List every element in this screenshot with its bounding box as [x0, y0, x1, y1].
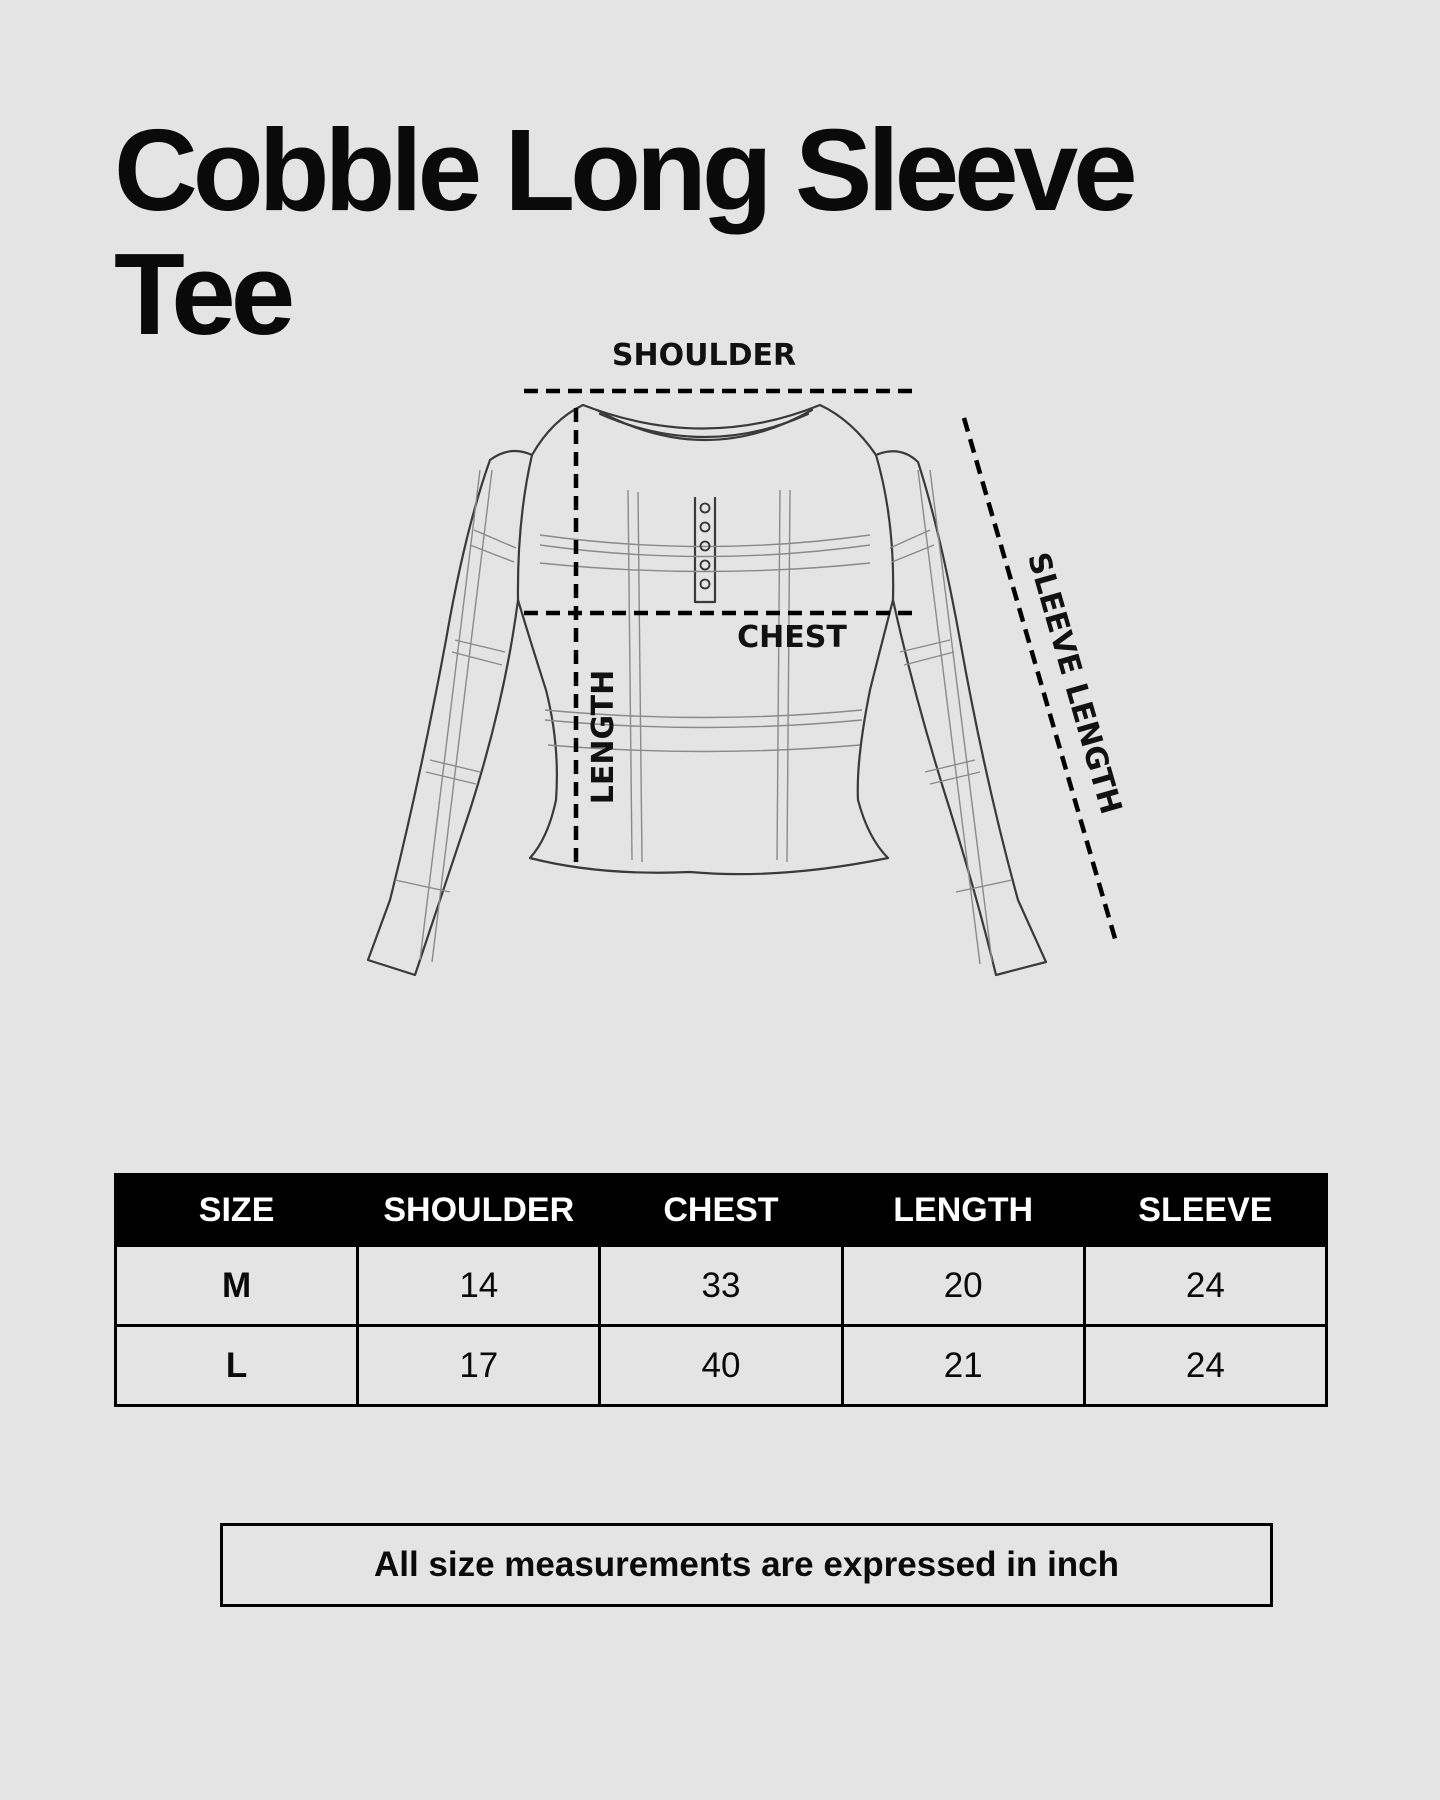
sleeve-length-label: SLEEVE LENGTH: [1020, 548, 1129, 819]
size-cell: M: [116, 1246, 358, 1326]
table-header-row: [116, 1175, 1327, 1246]
header-chest: CHEST: [600, 1175, 842, 1246]
header-length: LENGTH: [842, 1175, 1084, 1246]
garment-diagram: [0, 320, 1440, 1020]
shoulder-cell: 14: [358, 1246, 600, 1326]
sleeve-cell: 24: [1084, 1246, 1326, 1326]
size-cell: L: [116, 1326, 358, 1406]
header-shoulder: SHOULDER: [358, 1175, 600, 1246]
length-cell: 21: [842, 1326, 1084, 1406]
table-row: [116, 1326, 1327, 1406]
shoulder-label: SHOULDER: [611, 338, 797, 373]
length-label: LENGTH: [586, 669, 621, 805]
header-size: SIZE: [116, 1175, 358, 1246]
size-chart-table: [114, 1173, 1328, 1407]
sleeve-measure-line: [964, 418, 1116, 942]
sleeve-cell: 24: [1084, 1326, 1326, 1406]
chest-label: CHEST: [737, 620, 847, 655]
chest-cell: 33: [600, 1246, 842, 1326]
length-cell: 20: [842, 1246, 1084, 1326]
table-row: [116, 1246, 1327, 1326]
measurement-note: All size measurements are expressed in inch: [220, 1523, 1273, 1607]
shoulder-cell: 17: [358, 1326, 600, 1406]
header-sleeve: SLEEVE: [1084, 1175, 1326, 1246]
chest-cell: 40: [600, 1326, 842, 1406]
page-title: Cobble Long Sleeve Tee: [114, 105, 1133, 359]
